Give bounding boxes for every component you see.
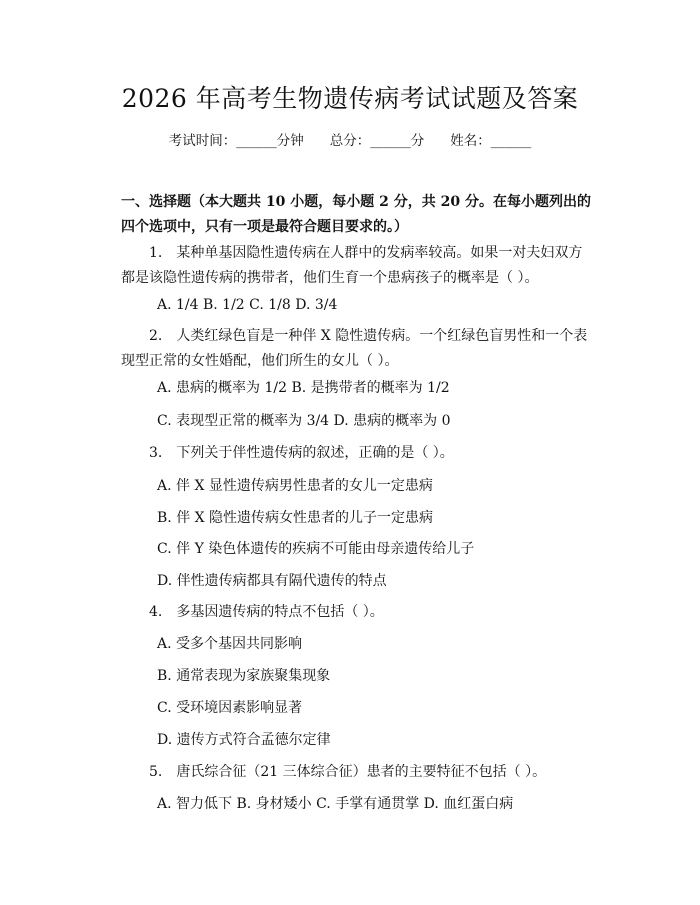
question-4-option-a: A. 受多个基因共同影响 [157,636,303,652]
question-5-options: A. 智力低下 B. 身材矮小 C. 手掌有通贯掌 D. 血红蛋白病 [157,796,514,812]
question-1-options: A. 1/4 B. 1/2 C. 1/8 D. 3/4 [157,297,338,313]
question-2-stem: 2. 人类红绿色盲是一种伴 X 隐性遗传病。一个红绿色盲男性和一个表现型正常的女性婚配，他们所生的女儿（ ）。 [121,328,588,369]
question-5-stem: 5. 唐氏综合征（21 三体综合征）患者的主要特征不包括（ ）。 [149,764,547,780]
question-4-option-b: B. 通常表现为家族聚集现象 [157,668,331,684]
student-name: 姓名：______ [450,133,532,149]
question-3-option-c: C. 伴 Y 染色体遗传的疾病不可能由母亲遗传给儿子 [157,541,475,557]
question-4-option-c: C. 受环境因素影响显著 [157,700,303,716]
exam-time: 考试时间：______分钟 [168,133,304,149]
question-3-option-b: B. 伴 X 隐性遗传病女性患者的儿子一定患病 [157,510,434,526]
question-3-stem: 3. 下列关于伴性遗传病的叙述，正确的是（ ）。 [149,445,454,461]
question-3-option-d: D. 伴性遗传病都具有隔代遗传的特点 [157,573,387,589]
question-4-option-d: D. 遗传方式符合孟德尔定律 [157,732,331,748]
exam-meta [0,131,700,151]
question-1-stem: 1. 某种单基因隐性遗传病在人群中的发病率较高。如果一对夫妇双方都是该隐性遗传病的携带者，他们生育一个患病孩子的概率是（ ）。 [121,245,583,286]
question-4-stem: 4. 多基因遗传病的特点不包括（ ）。 [149,604,384,620]
question-2-options-cd: C. 表现型正常的概率为 3/4 D. 患病的概率为 0 [157,413,451,429]
section-heading: 一、选择题（本大题共 10 小题，每小题 2 分，共 20 分。在每小题列出的四个选项中，只有一项是最符合题目要求的。） [121,194,591,235]
page-title: 2026 年高考生物遗传病考试试题及答案 [121,84,579,113]
question-3-option-a: A. 伴 X 显性遗传病男性患者的女儿一定患病 [157,478,433,494]
question-2-options-ab: A. 患病的概率为 1/2 B. 是携带者的概率为 1/2 [157,380,450,396]
total-score: 总分：______分 [329,133,425,149]
